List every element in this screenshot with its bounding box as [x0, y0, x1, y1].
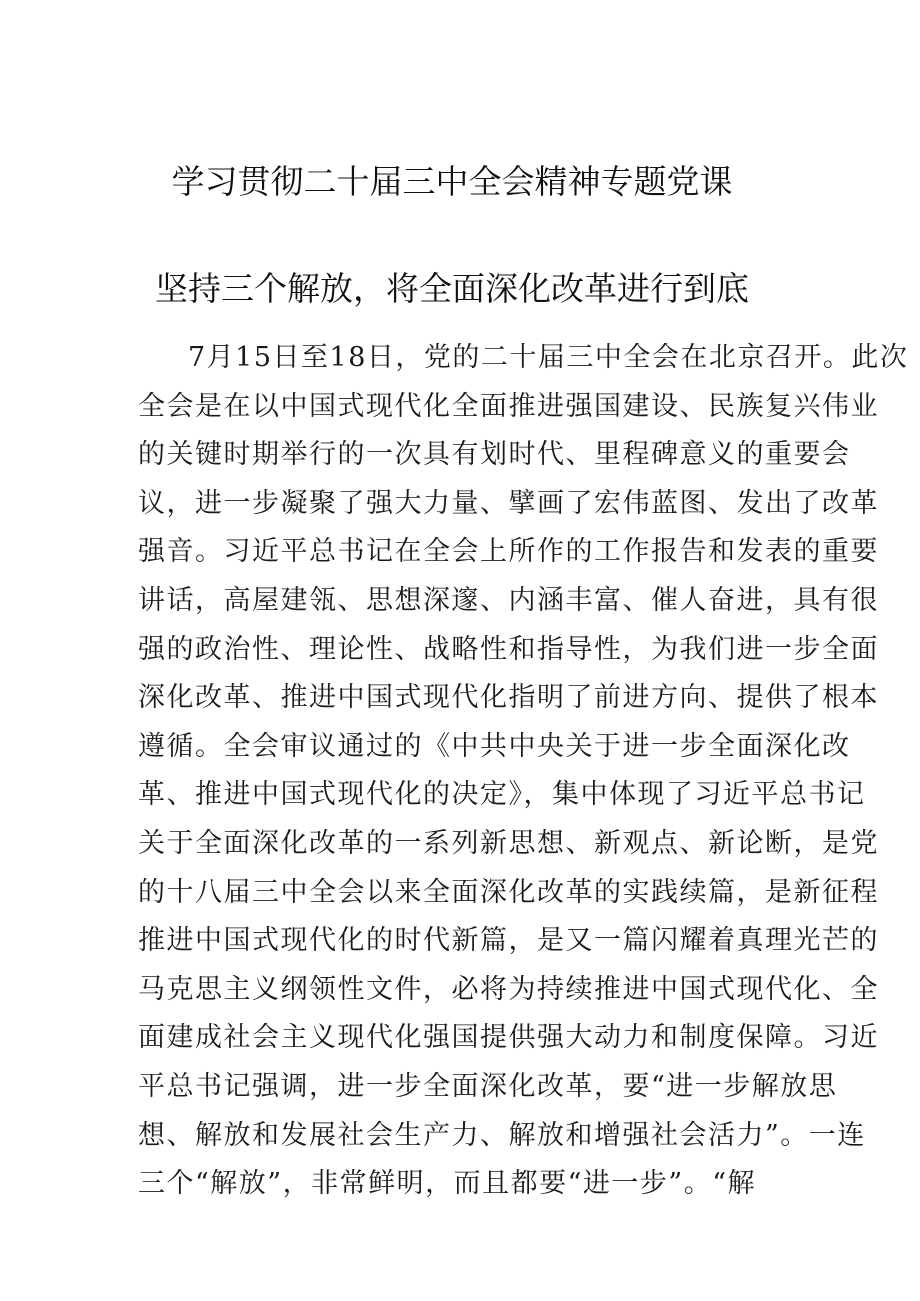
- paragraph-line: 议，进一步凝聚了强大力量、擘画了宏伟蓝图、发出了改革: [138, 487, 879, 519]
- paragraph-line: 面建成社会主义现代化强国提供强大动力和制度保障。习近: [138, 1022, 879, 1054]
- paragraph-line: 的关键时期举行的一次具有划时代、里程碑意义的重要会: [138, 439, 851, 471]
- paragraph-line: 马克思主义纲领性文件，必将为持续推进中国式现代化、全: [138, 973, 879, 1005]
- paragraph-line: 平总书记强调，进一步全面深化改革，要“进一步解放思: [138, 1070, 838, 1102]
- document-title: 学习贯彻二十届三中全会精神专题党课: [171, 162, 733, 201]
- paragraph-line: 三个“解放”，非常鲜明，而且都要“进一步”。“解: [138, 1168, 757, 1200]
- paragraph-line: 深化改革、推进中国式现代化指明了前进方向、提供了根本: [138, 682, 879, 714]
- paragraph-line: 讲话，高屋建瓴、思想深邃、内涵丰富、催人奋进，具有很: [138, 584, 879, 616]
- paragraph-line: 强音。习近平总书记在全会上所作的工作报告和发表的重要: [138, 536, 879, 568]
- paragraph-line: 强的政治性、理论性、战略性和指导性，为我们进一步全面: [138, 633, 879, 665]
- paragraph-line: 全会是在以中国式现代化全面推进强国建设、民族复兴伟业: [138, 390, 879, 422]
- paragraph-line: 遵循。全会审议通过的《中共中央关于进一步全面深化改: [138, 730, 851, 762]
- document-subtitle: 坚持三个解放，将全面深化改革进行到底: [155, 269, 749, 308]
- paragraph-line: 关于全面深化改革的一系列新思想、新观点、新论断，是党: [138, 827, 879, 859]
- body-paragraph: [138, 334, 909, 1209]
- paragraph-line: 7月15日至18日，党的二十届三中全会在北京召开。此次: [188, 342, 909, 373]
- paragraph-line: 的十八届三中全会以来全面深化改革的实践续篇，是新征程: [138, 876, 879, 908]
- paragraph-line: 革、推进中国式现代化的决定》，集中体现了习近平总书记: [138, 779, 866, 811]
- paragraph-line: 推进中国式现代化的时代新篇，是又一篇闪耀着真理光芒的: [138, 925, 879, 957]
- paragraph-line: 想、解放和发展社会生产力、解放和增强社会活力”。一连: [138, 1119, 866, 1151]
